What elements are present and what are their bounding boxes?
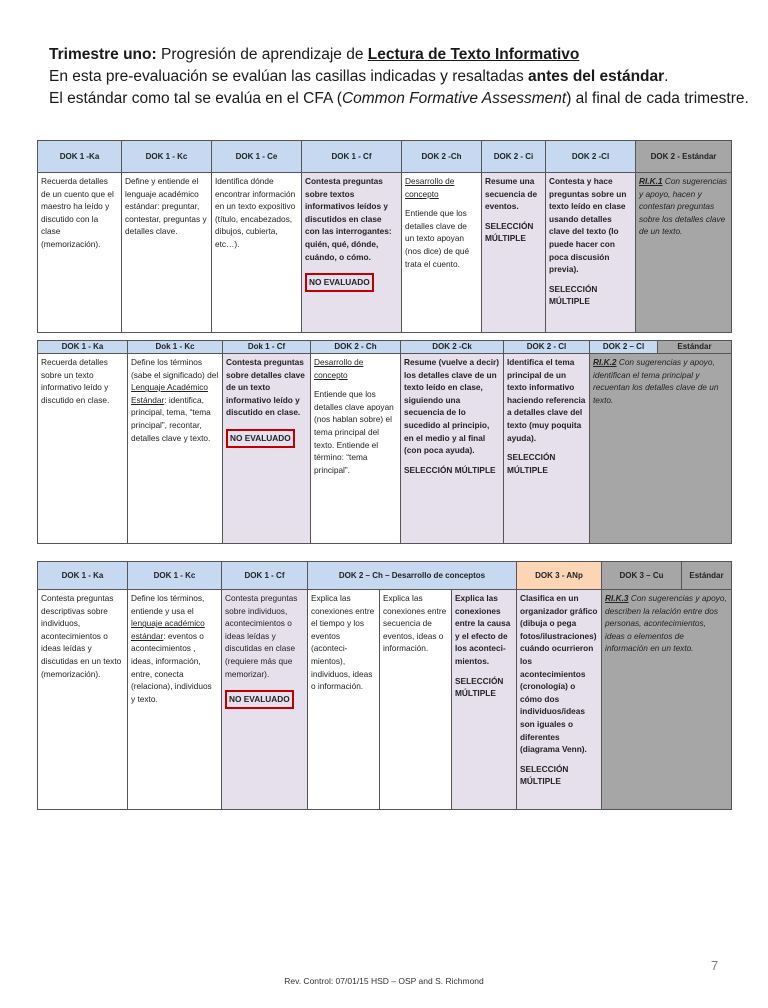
cell-kc: Define los términos, entiende y usa el lenguaje académico estándar: eventos o acontecimientos , ideas, información, entre, conecta (relaciona), individuos y texto. bbox=[128, 590, 222, 810]
standard-code: RI.K.2 bbox=[593, 357, 617, 367]
header-cell: DOK 2 – Ch – Desarrollo de conceptos bbox=[308, 562, 517, 590]
progression-table-2 bbox=[37, 340, 732, 544]
header-cell: DOK 1 - Kc bbox=[128, 562, 222, 590]
cell-ck: Resume (vuelve a decir) los detalles clave de un texto leído en clase, siguiendo una secuencia de lo sucedido al principio, en el medio y al final (con poca ayuda). SELECCIÓN MÚLTIPLE bbox=[401, 354, 504, 544]
header-cell: DOK 3 - ANp bbox=[517, 562, 602, 590]
header-cell: Dok 1 - Kc bbox=[128, 341, 223, 354]
header-cell: DOK 1 - Kc bbox=[122, 141, 212, 173]
standard-header-cell: DOK 2 - Estándar bbox=[636, 141, 732, 173]
cell-cl: Identifica el tema principal de un texto informativo haciendo referencia a detalles clave del texto (muy poquita ayuda). SELECCIÓN MÚLTIPLE bbox=[504, 354, 590, 544]
cell-standard: RI.K.2 Con sugerencias y apoyo, identifican el tema principal y recuentan los detalles clave de un texto. bbox=[590, 354, 732, 544]
header-cell: DOK 2 - Cl bbox=[504, 341, 590, 354]
cell-standard: RI.K.1 Con sugerencias y apoyo, hacen y contestan preguntas sobre los detalles clave de un texto. bbox=[636, 173, 732, 333]
cell-cl: Contesta y hace preguntas sobre un texto leído en clase usando detalles clave del texto (lo puede hacer con poca discusión previa). SELECCIÓN MÚLTIPLE bbox=[546, 173, 636, 333]
cell-ka: Recuerda detalles sobre un texto informativo leído y discutido en clase. bbox=[38, 354, 128, 544]
header-cell: DOK 1 - Ce bbox=[212, 141, 302, 173]
cell-ka: Contesta preguntas descriptivas sobre individuos, acontecimientos o ideas leídas y discutidas en un texto (memorización). bbox=[38, 590, 128, 810]
header-cell: DOK 1 - Ka bbox=[38, 341, 128, 354]
header-cell: DOK 1 -Ka bbox=[38, 141, 122, 173]
trimester-label: Trimestre uno: bbox=[49, 46, 157, 63]
cell-ch-c: Explica las conexiones entre la causa y el efecto de los aconteci-mientos. SELECCIÓN MÚLTIPLE bbox=[452, 590, 517, 810]
header-line-1: Trimestre uno: Progresión de aprendizaje de Lectura de Texto Informativo bbox=[49, 46, 580, 63]
header-cell: DOK 1 - Cf bbox=[302, 141, 402, 173]
table-header-row bbox=[38, 341, 732, 354]
cell-kc: Define los términos (sabe el significado) del Lenguaje Académico Estándar: identifica, principal, tema, “tema principal”, recontar, detalles clave y texto. bbox=[128, 354, 223, 544]
table-header-row bbox=[38, 562, 732, 590]
header-cell: DOK 1 - Ka bbox=[38, 562, 128, 590]
table-header-row bbox=[38, 141, 732, 173]
cell-standard: RI.K.3 Con sugerencias y apoyo, describen la relación entre dos personas, acontecimientos, ideas o elementos de información en un texto. bbox=[602, 590, 732, 810]
cell-cf: Contesta preguntas sobre individuos, acontecimientos o ideas leídas y discutidas en clase (requiere más que memorizar). NO EVALUADO bbox=[222, 590, 308, 810]
header-cell: DOK 2 - Ci bbox=[482, 141, 546, 173]
progression-table-1 bbox=[37, 140, 732, 333]
header-cell: Dok 1 - Cf bbox=[223, 341, 311, 354]
cell-ci: Resume una secuencia de eventos. SELECCIÓN MÚLTIPLE bbox=[482, 173, 546, 333]
not-evaluated-badge: NO EVALUADO bbox=[225, 690, 294, 709]
not-evaluated-badge: NO EVALUADO bbox=[226, 429, 295, 448]
table-row bbox=[38, 354, 732, 544]
cell-cf: Contesta preguntas sobre detalles clave de un texto informativo leído y discutido en clase. NO EVALUADO bbox=[223, 354, 311, 544]
cell-kc: Define y entiende el lenguaje académico estándar: preguntar, contestar, preguntas y detalles clave. bbox=[122, 173, 212, 333]
cell-cf: Contesta preguntas sobre textos informativos leídos y discutidos en clase con las interrogantes: quién, qué, dónde, cuándo, o cómo. NO EVALUADO bbox=[302, 173, 402, 333]
footer-revision: Rev. Control: 07/01/15 HSD – OSP and S. Richmond bbox=[284, 976, 484, 986]
table-row bbox=[38, 173, 732, 333]
standard-code: RI.K.1 bbox=[639, 176, 663, 186]
cell-ch: Desarrollo de concepto Entiende que los detalles clave apoyan (nos hablan sobre) el tema principal del texto. Entiende el término: “tema principal”. bbox=[311, 354, 401, 544]
page-header bbox=[49, 44, 749, 110]
header-cell: DOK 2 - Ch bbox=[311, 341, 401, 354]
header-cell: DOK 2 -Ck bbox=[401, 341, 504, 354]
standard-header-cell: Estándar bbox=[658, 341, 732, 354]
page-number: 7 bbox=[711, 958, 719, 973]
cell-ch-b: Explica las conexiones entre secuencia de eventos, ideas o información. bbox=[380, 590, 452, 810]
header-cell: DOK 2 – Cl bbox=[590, 341, 658, 354]
cell-ce: Identifica dónde encontrar información en un texto expositivo (título, encabezados, dibujos, cubierta, etc…). bbox=[212, 173, 302, 333]
standard-code: RI.K.3 bbox=[605, 593, 629, 603]
cell-ka: Recuerda detalles de un cuento que el maestro ha leído y discutido con la clase (memorización). bbox=[38, 173, 122, 333]
not-evaluated-badge: NO EVALUADO bbox=[305, 273, 374, 292]
header-cell: DOK 2 -Cl bbox=[546, 141, 636, 173]
table-row bbox=[38, 590, 732, 810]
cell-ch: Desarrollo de concepto Entiende que los detalles clave de un texto apoyan (nos dice) de qué trata el cuento. bbox=[402, 173, 482, 333]
header-line-3: El estándar como tal se evalúa en el CFA (Common Formative Assessment) al final de cada trimestre. bbox=[49, 90, 749, 107]
cell-ch-a: Explica las conexiones entre el tiempo y los eventos (aconteci-mientos), individuos, ideas o información. bbox=[308, 590, 380, 810]
header-cell: DOK 3 – Cu bbox=[602, 562, 682, 590]
cell-anp: Clasifica en un organizador gráfico (dibuja o pega fotos/ilustraciones) cuándo ocurrieron los acontecimientos (cronología) o cómo dos individuos/ideas son iguales o diferentes (diagrama Venn). SELECCIÓN MÚLTIPLE bbox=[517, 590, 602, 810]
header-cell: DOK 2 -Ch bbox=[402, 141, 482, 173]
standard-header-cell: Estándar bbox=[682, 562, 732, 590]
progression-table-3 bbox=[37, 561, 732, 810]
subject-title: Lectura de Texto Informativo bbox=[367, 46, 580, 63]
header-line-2: En esta pre-evaluación se evalúan las casillas indicadas y resaltadas antes del estándar. bbox=[49, 68, 669, 85]
header-cell: DOK 1 - Cf bbox=[222, 562, 308, 590]
